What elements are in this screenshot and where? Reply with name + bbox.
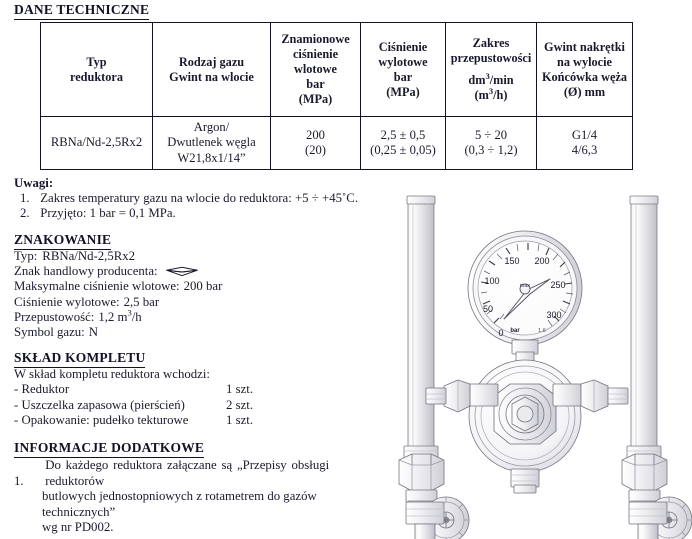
cell-flow-l1: 5 ÷ 20 — [474, 127, 508, 142]
col-header-flow-l4: $(m^3/h)$ — [474, 85, 508, 102]
cell-thread-l1: G1/4 — [571, 127, 598, 142]
marking-value: 200 bar — [183, 279, 223, 294]
cell-thread-l2: 4/6,3 — [571, 143, 598, 157]
marking-value: 2,5 bar — [123, 294, 160, 309]
marking-line-type — [14, 249, 222, 264]
note-item — [20, 191, 358, 206]
marking-value: N — [88, 325, 98, 340]
marking-label: Ciśnienie wylotowe: — [14, 294, 120, 309]
col-header-inlet-l2: ciśnienie — [292, 47, 339, 61]
info-text-line1: Do każdego reduktora załączane są „Przepisy obsługi reduktorów — [45, 458, 330, 488]
cell-outlet-l1: 2,5 ± 0,5 — [380, 127, 426, 142]
marking-line-gas-symbol — [14, 325, 222, 340]
gauge-tick-50: 50 — [482, 304, 494, 314]
col-header-type — [41, 23, 153, 117]
gauge-class-label: 1.6 — [538, 328, 546, 334]
gauge-brand-label: max — [519, 283, 531, 289]
manufacturer-trademark-diamond-icon — [165, 266, 199, 277]
kit-item-name: - Reduktor — [14, 382, 70, 397]
heading-kit-contents: SKŁAD KOMPLETU — [14, 350, 145, 368]
kit-item-qty: 1 szt. — [226, 382, 254, 397]
gauge-tick-250: 250 — [550, 280, 566, 290]
col-header-thread-l1: Gwint nakrętki — [544, 39, 625, 54]
gauge-tick-0: 0 — [498, 328, 504, 338]
regulator-body — [469, 360, 581, 493]
marking-line-flow — [14, 307, 222, 325]
kit-item-qty: 1 szt. — [226, 413, 254, 428]
col-header-flow-l1: Zakres — [472, 36, 510, 50]
pressure-gauge — [468, 231, 582, 361]
gauge-tick-150: 150 — [504, 256, 520, 266]
info-text-line2: butlowych jednostopniowych z rotametrem do gazów technicznych” — [42, 489, 317, 519]
marking-label: Typ: — [14, 249, 38, 263]
gauge-tick-100: 100 — [484, 276, 500, 286]
col-header-flow-l2: przepustowości — [450, 51, 532, 65]
marking-line-max-inlet — [14, 279, 222, 294]
cell-gas-l2: Dwutlenek węgla — [167, 135, 256, 150]
col-header-gas-l1: Rodzaj gazu — [178, 54, 245, 69]
cell-inlet-l1: 200 — [306, 127, 325, 142]
info-item-line1 — [14, 458, 330, 489]
col-header-type-l2: reduktora — [69, 69, 124, 84]
additional-info-list — [14, 458, 330, 536]
heading-marking: ZNAKOWANIE — [14, 232, 111, 250]
marking-label: Przepustowość: — [14, 309, 95, 324]
col-header-outlet-thread — [537, 23, 633, 117]
gauge-unit-label: bar — [510, 328, 520, 334]
marking-value: RBNa/Nd-2,5Rx2 — [42, 249, 136, 263]
kit-item-qty: 2 szt. — [226, 397, 254, 412]
list-item — [14, 413, 254, 428]
notes-label: Uwagi: — [14, 176, 54, 190]
col-header-flow-l3: $dm^3/\min$ — [468, 70, 514, 87]
list-item — [14, 382, 254, 397]
note-item — [20, 206, 358, 221]
col-header-inlet-l1: Znamionowe — [281, 32, 350, 46]
left-rotameter-tube — [404, 196, 438, 458]
col-header-outlet-pressure — [361, 23, 446, 117]
cell-gas — [153, 117, 271, 170]
kit-intro: W skład kompletu reduktora wchodzi: — [14, 367, 210, 381]
col-header-gas — [153, 23, 271, 117]
col-header-inlet-l3: wlotowe — [293, 62, 338, 76]
col-header-gas-l2: Gwint na wlocie — [169, 69, 254, 84]
table-row — [41, 117, 633, 170]
right-rotameter-tube — [627, 196, 661, 458]
note-number: 2. — [20, 206, 30, 220]
cell-flow-l2: (0,3 ÷ 1,2) — [464, 143, 518, 157]
col-header-inlet-l5: (MPa) — [298, 92, 333, 106]
cell-outlet-l2: (0,25 ± 0,05) — [370, 143, 436, 157]
info-text-line3: wg nr PD002. — [42, 520, 114, 535]
kit-item-name: - Opakowanie: pudełko tekturowe — [14, 413, 189, 428]
gauge-tick-200: 200 — [534, 256, 550, 266]
cell-outlet-thread — [537, 117, 633, 170]
table-header-row — [41, 23, 633, 117]
regulator-svg — [382, 188, 692, 539]
left-hex-nut — [399, 454, 444, 502]
col-header-outlet-l2: wylotowe — [378, 54, 428, 69]
col-header-inlet-pressure — [271, 23, 361, 117]
col-header-thread-l3: Końcówka węża — [541, 69, 628, 84]
notes-list — [20, 191, 358, 221]
note-number: 1. — [20, 191, 30, 205]
col-header-outlet-l1: Ciśnienie — [378, 39, 428, 54]
heading-additional-info: INFORMACJE DODATKOWE — [14, 440, 204, 458]
spec-table-wrapper — [40, 22, 628, 170]
marking-label: Maksymalne ciśnienie wlotowe: — [14, 279, 180, 294]
gauge-tick-300: 300 — [546, 310, 562, 320]
cell-inlet-l2: (20) — [305, 143, 326, 157]
spacer — [449, 66, 533, 73]
marking-line-trademark — [14, 264, 222, 279]
note-text: Przyjęto: 1 bar = 0,1 MPa. — [40, 206, 176, 220]
cell-flow-range — [446, 117, 537, 170]
cell-gas-l1: Argon/ — [193, 119, 230, 134]
col-header-thread-l4: (Ø) mm — [563, 84, 606, 99]
cell-gas-l3: W21,8x1/14” — [177, 150, 246, 165]
col-header-type-l1: Typ — [86, 54, 107, 69]
marking-label: Symbol gazu: — [14, 325, 85, 340]
gas-pressure-regulator-drawing — [382, 188, 692, 539]
col-header-flow-range — [446, 23, 537, 117]
cell-outlet-pressure — [361, 117, 446, 170]
col-header-thread-l2: na wylocie — [557, 54, 612, 69]
spec-table — [40, 22, 633, 170]
col-header-outlet-l4: (MPa) — [386, 84, 420, 99]
kit-list — [14, 367, 254, 429]
note-text: Zakres temperatury gazu na wlocie do reduktora: +5 ÷ +45˚C. — [40, 191, 359, 205]
col-header-outlet-l3: bar — [393, 69, 413, 84]
right-hex-nut — [622, 454, 667, 502]
cell-inlet-pressure — [271, 117, 361, 170]
marking-value: 1,2 $m^3/h$ — [98, 307, 142, 324]
list-item — [14, 397, 254, 413]
col-header-inlet-l4: bar — [306, 77, 325, 91]
info-number: 1. — [14, 473, 24, 488]
cell-type: RBNa/Nd-2,5Rx2 — [41, 117, 153, 170]
marking-line-outlet — [14, 295, 222, 310]
marking-lines — [14, 249, 222, 340]
marking-label: Znak handlowy producenta: — [14, 264, 158, 279]
kit-item-name: - Uszczelka zapasowa (pierścień) — [14, 397, 185, 412]
heading-technical-data: DANE TECHNICZNE — [14, 2, 149, 20]
